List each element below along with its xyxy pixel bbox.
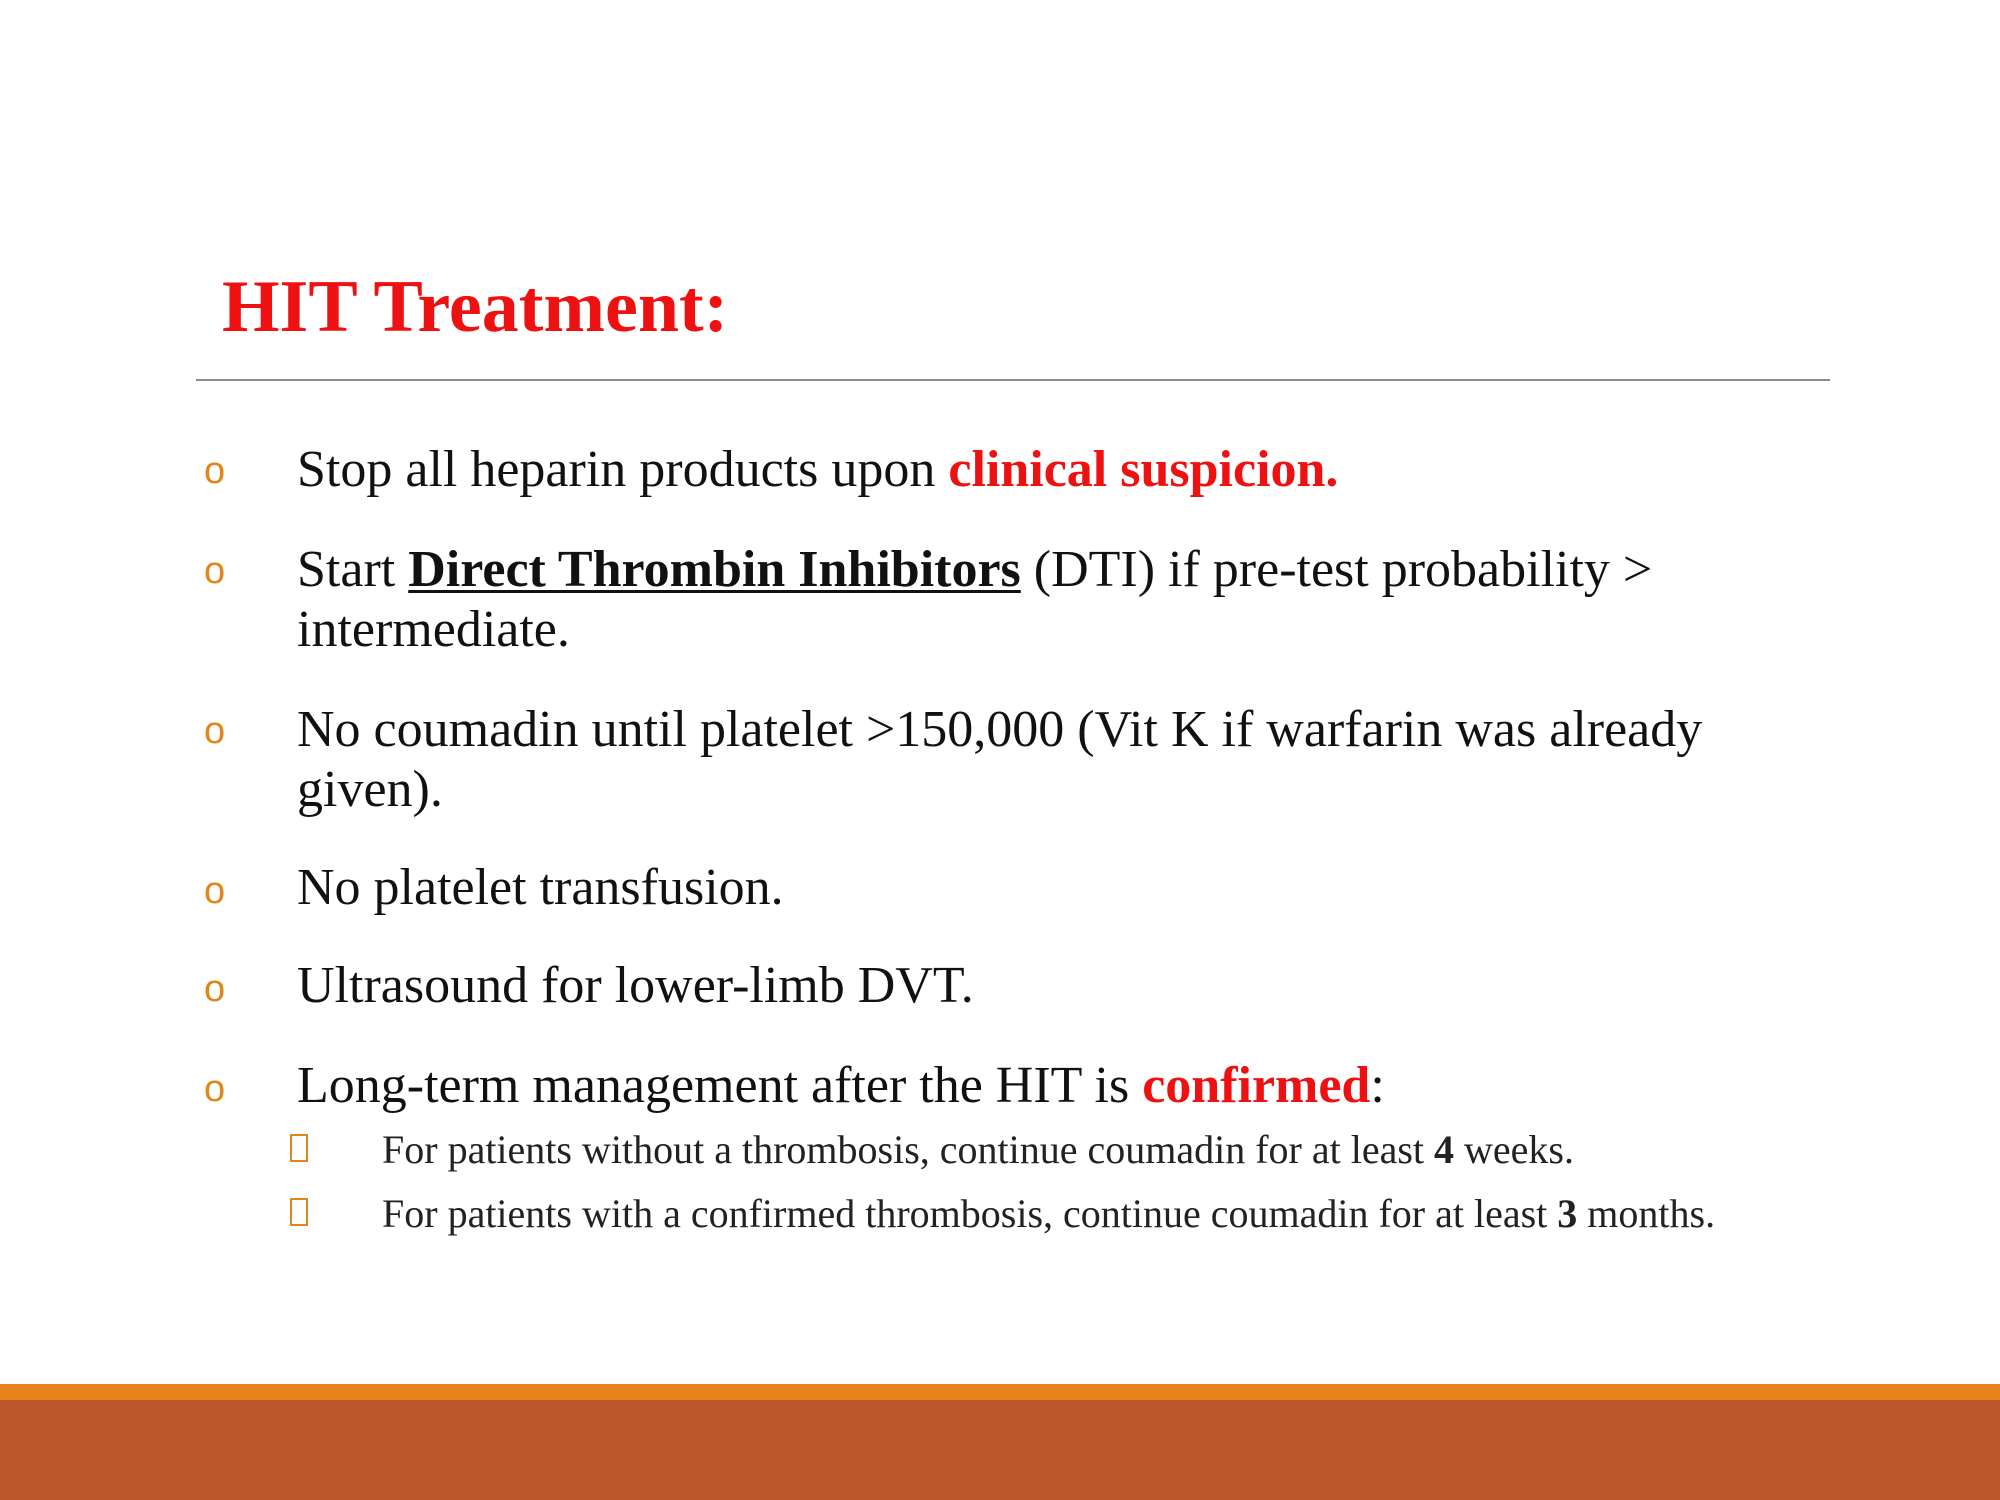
bullet-text-segment: No platelet transfusion. (297, 859, 784, 916)
bullet-text (297, 1056, 1837, 1116)
bullet-text-segment: Stop all heparin products upon (297, 441, 949, 498)
slide-title: HIT Treatment: (222, 266, 729, 348)
bullet-marker-icon: o (204, 710, 226, 752)
title-divider (196, 379, 1830, 381)
highlight-red: clinical suspicion. (948, 441, 1339, 498)
sub-bullet-marker-icon (290, 1198, 308, 1226)
bullet-text (297, 440, 1837, 500)
bullet-text (297, 700, 1837, 820)
emphasis-underlined: Direct Thrombin Inhibitors (408, 541, 1021, 598)
sub-bullet-number: 3 (1557, 1191, 1578, 1236)
bullet-marker-icon: o (204, 550, 226, 592)
sub-bullet-text-segment: weeks. (1454, 1127, 1574, 1172)
footer-accent-bar (0, 1384, 2000, 1400)
bullet-text-segment: Long-term management after the HIT is (297, 1057, 1143, 1114)
bullet-text (297, 540, 1837, 660)
sub-bullet-marker-icon (290, 1134, 308, 1162)
bullet-text (297, 858, 1837, 918)
sub-bullet-text-segment: For patients with a confirmed thrombosis, continue coumadin for at least (382, 1191, 1558, 1236)
sub-bullet-text-segment: months. (1577, 1191, 1716, 1236)
sub-bullet-number: 4 (1434, 1127, 1455, 1172)
bullet-text-segment: Start (297, 541, 409, 598)
bullet-text-segment: No coumadin until platelet >150,000 (Vit K if warfarin was already given). (297, 701, 1703, 818)
bullet-marker-icon: o (204, 1068, 226, 1110)
highlight-red: confirmed (1142, 1057, 1371, 1114)
bullet-marker-icon: o (204, 968, 226, 1010)
footer-bar (0, 1400, 2000, 1500)
bullet-text-segment: Ultrasound for lower-limb DVT. (297, 957, 974, 1014)
bullet-text (297, 956, 1837, 1016)
sub-bullet-text-segment: For patients without a thrombosis, continue coumadin for at least (382, 1127, 1435, 1172)
bullet-text-segment: : (1370, 1057, 1385, 1114)
bullet-marker-icon: o (204, 870, 226, 912)
sub-bullet-text (382, 1126, 1962, 1174)
sub-bullet-text (382, 1190, 1962, 1238)
bullet-text-segment: (DTI) if pre-test probability > intermediate. (297, 541, 1653, 658)
bullet-marker-icon: o (204, 450, 226, 492)
